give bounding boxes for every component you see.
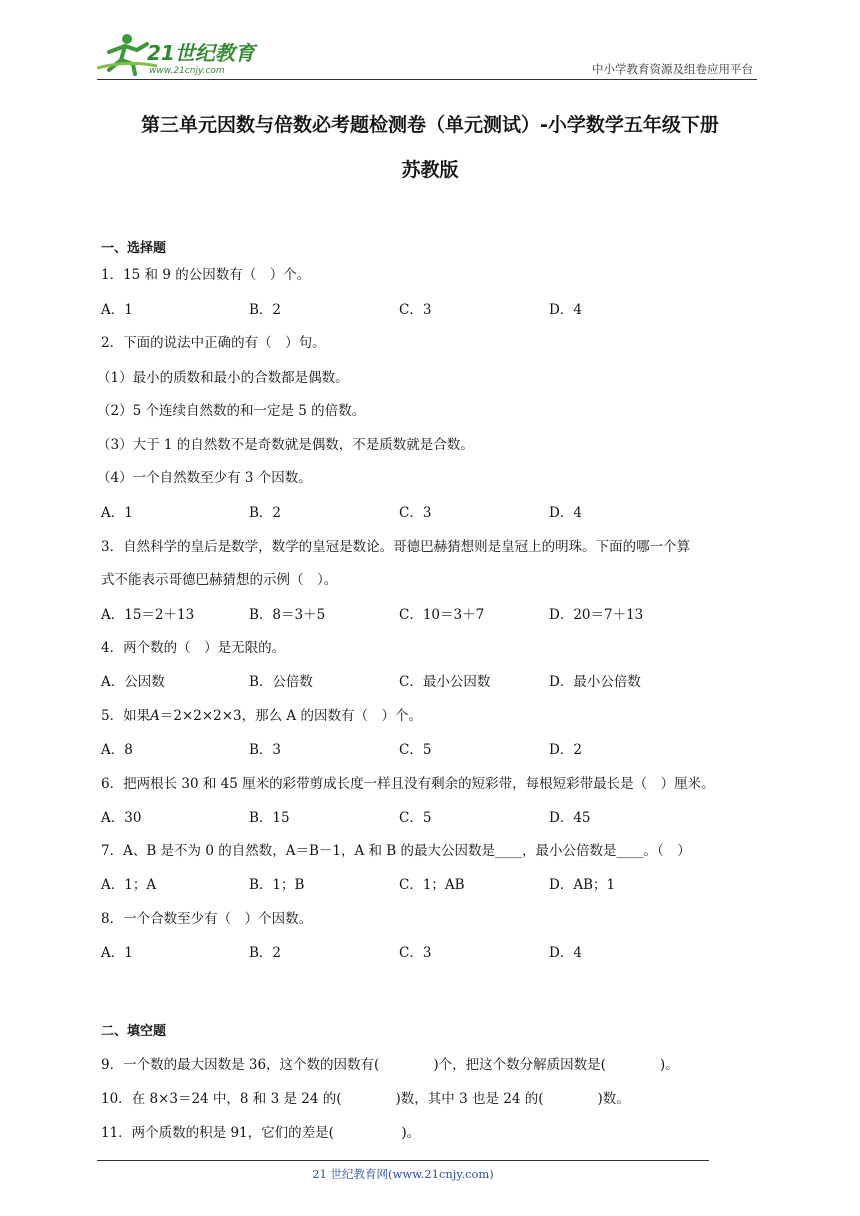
header-divider [97,79,757,80]
option-d: D．4 [549,945,582,961]
statement-item: （4）一个自然数至少有 3 个因数。 [97,470,312,486]
option-d: D．45 [549,810,591,826]
option-d: D．最小公倍数 [549,674,641,690]
question-stem: 2．下面的说法中正确的有（ ）句。 [101,335,326,351]
option-d: D．4 [549,505,582,521]
statement-item: （2）5 个连续自然数的和一定是 5 的倍数。 [97,403,366,419]
logo-url-text: www.21cnjy.com [149,66,225,76]
option-a: A．30 [101,810,142,826]
formula-variable: A [150,708,160,724]
options-row [101,501,721,521]
options-row [101,941,721,961]
option-c: C．3 [399,945,432,961]
option-a: A．1 [101,505,133,521]
question-stem: 4．两个数的（ ）是无限的。 [101,640,286,656]
option-a: A．15＝2＋13 [101,607,195,623]
option-d: D．4 [549,302,582,318]
question-stem: 8．一个合数至少有（ ）个因数。 [101,911,313,927]
option-c: C．最小公因数 [399,674,491,690]
option-b: B．公倍数 [249,674,313,690]
options-row [101,806,721,826]
option-d: D．2 [549,742,582,758]
option-c: C．5 [399,742,432,758]
option-a: A．8 [101,742,133,758]
option-c: C．3 [399,302,432,318]
option-d: D．AB；1 [549,877,616,893]
section-fill-heading: 二、填空题 [101,1024,167,1039]
logo-text: 21世纪教育 [147,41,255,65]
site-name: 中小学教育资源及组卷应用平台 [592,62,753,76]
logo [97,30,267,76]
option-d: D．20＝7＋13 [549,607,644,623]
options-row [101,603,721,623]
question-stem: 6．把两根长 30 和 45 厘米的彩带剪成长度一样且没有剩余的短彩带，每根短彩带最长是（ ）厘米。 [101,776,715,792]
question-stem-continued: 式不能表示哥德巴赫猜想的示例（ ）。 [101,572,338,588]
footer-text: 21 世纪教育网(www.21cnjy.com) [312,1167,494,1181]
option-b: B．3 [249,742,282,758]
options-row [101,670,721,690]
stem-prefix: 5．如果 [101,708,151,724]
option-a: A．1 [101,945,133,961]
question-stem: 7．A、B 是不为 0 的自然数，A＝B－1，A 和 B 的最大公因数是____，最小公倍数是____。（ ） [101,843,691,859]
question-stem [101,704,422,724]
option-b: B．2 [249,945,282,961]
option-a: A．1；A [101,877,157,893]
option-b: B．2 [249,302,282,318]
option-b: B．1；B [249,877,305,893]
option-c: C．5 [399,810,432,826]
footer-divider [97,1160,709,1161]
question-stem: 3．自然科学的皇后是数学，数学的皇冠是数论。哥德巴赫猜想则是皇冠上的明珠。下面的哪一个算 [101,539,691,555]
options-row [101,873,721,893]
question-stem: 11．两个质数的积是 91，它们的差是( )。 [101,1125,421,1141]
option-a: A．公因数 [101,674,165,690]
option-c: C．3 [399,505,432,521]
page-header [97,30,757,80]
option-b: B．15 [249,810,290,826]
section-choice-heading: 一、选择题 [101,241,167,256]
option-b: B．2 [249,505,282,521]
formula-expression: ＝2×2×2×3 [159,708,242,724]
question-stem: 10．在 8×3＝24 中，8 和 3 是 24 的( )数，其中 3 也是 24 的( )数。 [101,1091,630,1107]
question-stem: 1．15 和 9 的公因数有（ ）个。 [101,267,311,283]
statement-item: （1）最小的质数和最小的合数都是偶数。 [97,370,349,386]
option-c: C．1；AB [399,877,465,893]
option-c: C．10＝3＋7 [399,607,485,623]
stem-suffix: ，那么 A 的因数有（ ）个。 [241,708,422,724]
options-row [101,738,721,758]
document-title-line2: 苏教版 [401,159,459,181]
options-row [101,298,721,318]
option-b: B．8＝3＋5 [249,607,326,623]
question-stem: 9．一个数的最大因数是 36，这个数的因数有( )个，把这个数分解质因数是( )。 [101,1057,679,1073]
statement-item: （3）大于 1 的自然数不是奇数就是偶数，不是质数就是合数。 [97,437,474,453]
document-title: 第三单元因数与倍数必考题检测卷（单元测试）-小学数学五年级下册 [141,114,719,136]
option-a: A．1 [101,302,133,318]
